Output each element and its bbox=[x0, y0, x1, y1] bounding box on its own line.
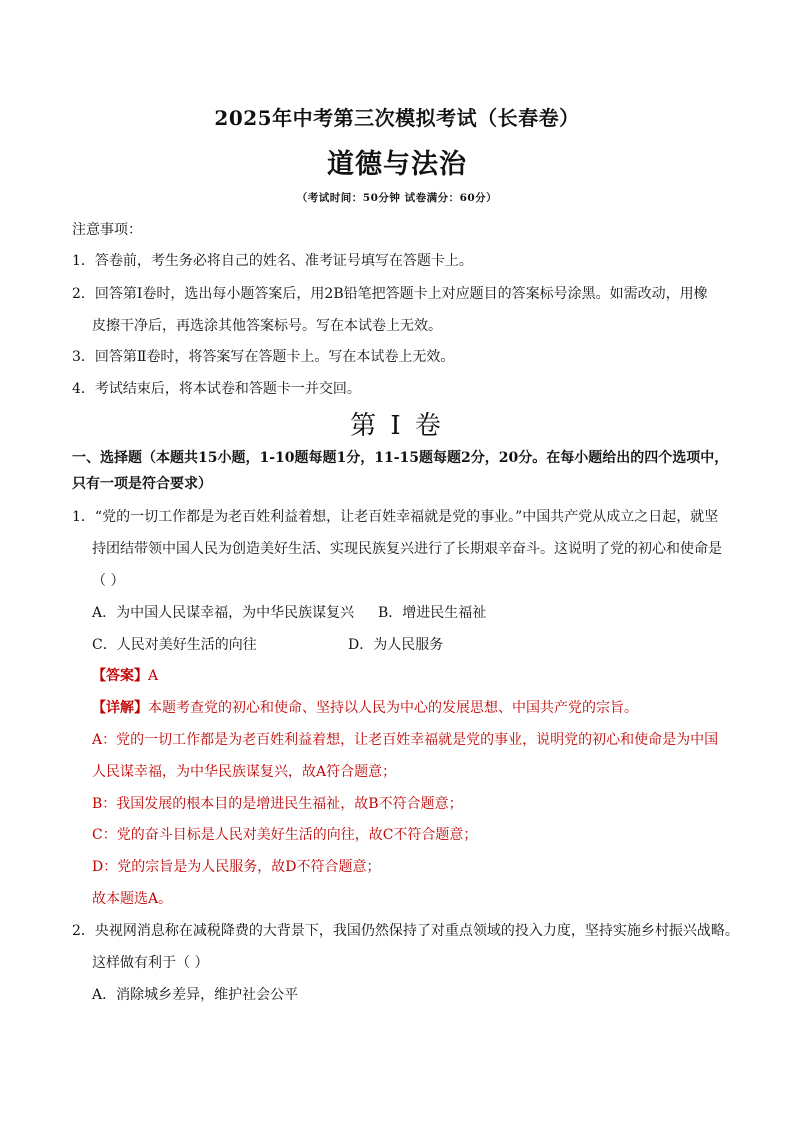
notice-heading: 注意事项： bbox=[72, 222, 142, 238]
analysis-line: C：党的奋斗目标是人民对美好生活的向往，故C不符合题意； bbox=[92, 827, 478, 843]
subject-title: 道德与法治 bbox=[327, 149, 467, 180]
instruction-part: 四个选项中， bbox=[644, 450, 729, 466]
instruction-part: 本题共15小题，1-10题每题1分，11-15题每题2分，20分。在每小题给出的 bbox=[156, 450, 645, 466]
notice-item: 4．考试结束后，将本试卷和答题卡一并交回。 bbox=[72, 381, 361, 397]
analysis-line: A：党的一切工作都是为老百姓利益着想，让老百姓幸福就是党的事业，说明党的初心和使命是为中国 bbox=[92, 732, 719, 748]
question-stem: （ ） bbox=[92, 573, 125, 589]
question-stem: 2．央视网消息称在减税降费的大背景下，我国仍然保持了对重点领域的投入力度，坚持实施乡村振兴战略。 bbox=[72, 923, 739, 939]
option-a: A．为中国人民谋幸福，为中华民族谋复兴 bbox=[92, 605, 355, 621]
section-title: 第 I 卷 bbox=[350, 411, 444, 441]
exam-title: 2025年中考第三次模拟考试（长春卷） bbox=[214, 106, 580, 130]
question-stem: 1．“党的一切工作都是为老百姓利益着想，让老百姓幸福就是党的事业。”中国共产党从成立之日起，就坚 bbox=[72, 509, 719, 525]
question-stem: 持团结带领中国人民为创造美好生活、实现民族复兴进行了长期艰辛奋斗。这说明了党的初心和使命是 bbox=[92, 541, 722, 557]
detail-text: 本题考查党的初心和使命、坚持以人民为中心的发展思想、中国共产党的宗旨。 bbox=[148, 700, 638, 716]
notice-item-continued: 皮擦干净后，再选涂其他答案标号。写在本试卷上无效。 bbox=[92, 318, 442, 334]
notice-item: 2．回答第Ⅰ卷时，选出每小题答案后，用2B铅笔把答题卡上对应题目的答案标号涂黑。如需改动，用橡 bbox=[72, 286, 708, 302]
option-a: A．消除城乡差异，维护社会公平 bbox=[92, 987, 299, 1003]
analysis-line: D：党的宗旨是为人民服务，故D不符合题意； bbox=[92, 859, 381, 875]
analysis-line: B：我国发展的根本目的是增进民生福祉，故B不符合题意； bbox=[92, 796, 463, 812]
option-d: D．为人民服务 bbox=[348, 637, 444, 653]
answer bbox=[92, 667, 158, 685]
question-stem: 这样做有利于（ ） bbox=[92, 955, 209, 971]
section-instruction-continued: 只有一项是符合要求） bbox=[72, 476, 212, 492]
conclusion: 故本题选A。 bbox=[92, 891, 173, 907]
exam-info: （考试时间：50分钟 试卷满分：60分） bbox=[296, 192, 498, 204]
detail-label: 【详解】 bbox=[92, 700, 148, 716]
instruction-part: 一、选择题（ bbox=[72, 450, 156, 466]
option-b: B．增进民生福祉 bbox=[378, 605, 487, 621]
answer-value: A bbox=[148, 668, 159, 684]
option-c: C．人民对美好生活的向往 bbox=[92, 637, 257, 653]
detail bbox=[92, 699, 638, 717]
analysis-line: 人民谋幸福，为中华民族谋复兴，故A符合题意； bbox=[92, 764, 397, 780]
answer-label: 【答案】 bbox=[92, 668, 148, 684]
notice-item: 3．回答第Ⅱ卷时，将答案写在答题卡上。写在本试卷上无效。 bbox=[72, 349, 455, 365]
section-instruction bbox=[72, 449, 728, 467]
notice-item: 1．答卷前，考生务必将自己的姓名、准考证号填写在答题卡上。 bbox=[72, 253, 473, 269]
